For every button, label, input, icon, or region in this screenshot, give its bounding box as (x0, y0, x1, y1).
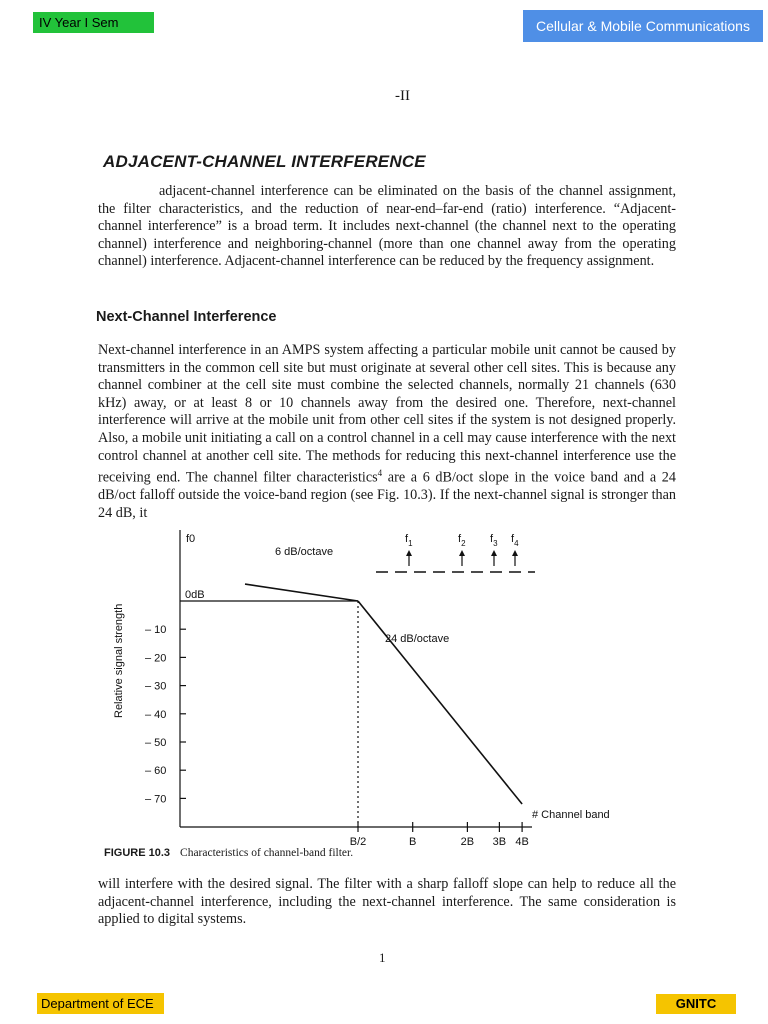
figure-label: FIGURE 10.3 (104, 847, 171, 859)
x-tick-label: B (409, 836, 417, 848)
year-sem-tag: IV Year I Sem (33, 12, 154, 33)
x-tick-label: B/2 (349, 836, 367, 848)
page-marker: -II (395, 88, 410, 104)
x-tick-label: 3B (492, 836, 507, 848)
section-heading: ADJACENT-CHANNEL INTERFERENCE (103, 152, 426, 171)
paragraph-text-a: Next-channel interference in an AMPS system affecting a particular mobile unit cannot be caused by transmitters in the common cell site but must originate at several other cell sites. This is because any channel combiner at the cell site must combine the selected channels, normally 21 channels (630 kHz) away, or at least 8 or 10 channels away from the desired one. Therefore, next-channel interference will arrive at the mobile unit from other cell sites if the system is not designed properly. Also, a mobile unit initiating a call on a control channel in a cell may cause interference with the next control channel at another cell site. The methods for reducing this next-channel interference use the receiving end. The channel filter characteristics (98, 342, 676, 486)
arrow-head (491, 550, 497, 556)
page-number: 1 (379, 950, 386, 965)
arrow-head (406, 550, 412, 556)
figure-caption-text: Characteristics of channel-band filter. (180, 847, 354, 859)
intro-paragraph: adjacent-channel interference can be eliminated on the basis of the channel assignment, the filter characteristics, and the reduction of near-end–far-end (ratio) interference. “Adjacent-channel interference” is a broad term. It includes next-channel (the channel next to the operating channel) interference and neighboring-channel (more than one channel away from the operating channel) interference. Adjacent-channel interference can be reduced by the frequency assignment. (98, 183, 676, 270)
footnote-ref: 4 (377, 468, 383, 479)
y-tick-label: – 40 (145, 708, 167, 721)
x-axis-label: # Channel band (532, 809, 610, 821)
origin-label: f0 (186, 533, 196, 545)
closing-paragraph: will interfere with the desired signal. The filter with a sharp falloff slope can help to reduce all the adjacent-channel interference, including the next-channel interference. The same consideration is applied to digital systems. (98, 876, 676, 928)
figure-caption (104, 847, 353, 859)
y-tick-label: – 50 (145, 737, 167, 749)
channel-filter-chart (0, 520, 768, 850)
channel-label-f4: $f_4$ (511, 533, 519, 548)
series-line-6db (245, 584, 358, 601)
subject-tag: Cellular & Mobile Communications (523, 10, 763, 42)
subsection-heading: Next-Channel Interference (96, 309, 277, 325)
channel-label-f2: $f_2$ (458, 533, 466, 548)
channel-label-f3: $f_3$ (490, 533, 498, 548)
college-tag: GNITC (656, 994, 736, 1014)
slope-6-label: 6 dB/octave (275, 546, 334, 558)
y-tick-label: – 60 (145, 765, 167, 778)
paragraph-text-b: are a 6 dB/oct slope in the voice band and a 24 dB/oct falloff outside the voice-band region (see Fig. 10.3). If the next-channel signal is stronger than 24 dB, it (98, 469, 676, 522)
arrow-head (459, 550, 465, 556)
x-tick-label: 4B (515, 836, 529, 848)
arrow-head (512, 550, 518, 556)
y-tick-label: – 20 (145, 652, 167, 665)
zero-db-label: 0dB (185, 589, 205, 601)
y-tick-label: – 70 (145, 793, 167, 806)
x-tick-label: 2B (460, 836, 475, 848)
series-line-24db (358, 601, 522, 804)
y-tick-label: – 30 (145, 680, 167, 693)
channel-label-f1: $f_1$ (405, 533, 413, 548)
y-axis-label: Relative signal strength (113, 603, 125, 718)
department-tag: Department of ECE (37, 993, 164, 1014)
next-channel-paragraph (98, 342, 676, 523)
y-tick-label: – 10 (145, 624, 167, 637)
slope-24-label: 24 dB/octave (385, 633, 450, 645)
